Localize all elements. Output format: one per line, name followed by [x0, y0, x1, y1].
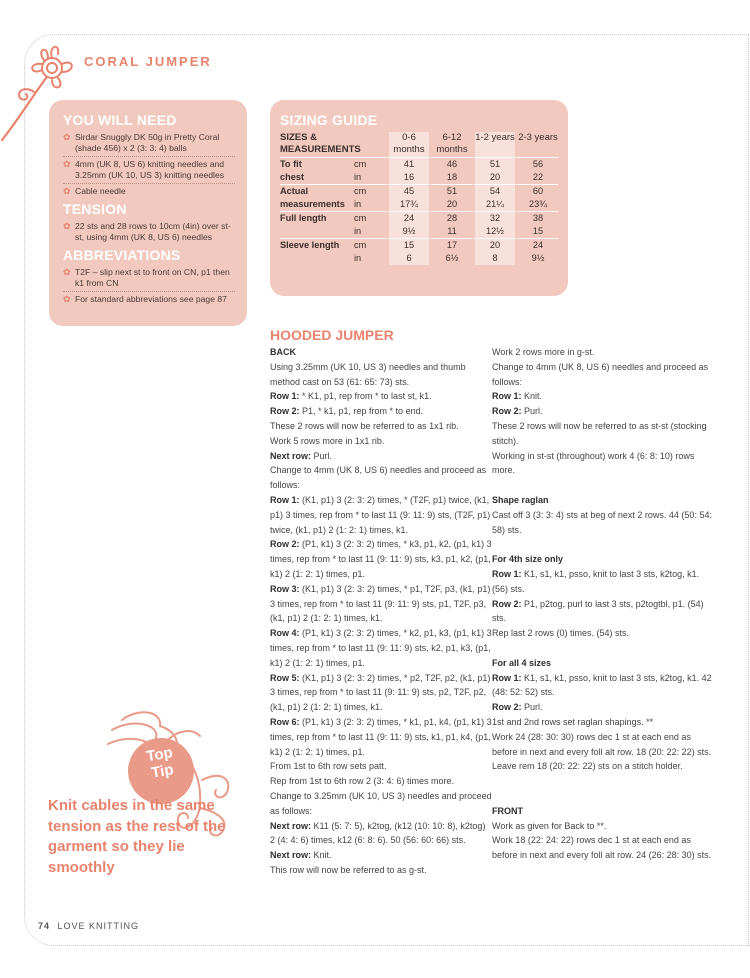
pattern-instruction: Knit. [311, 850, 332, 861]
pattern-line [270, 819, 492, 849]
pattern-line [270, 419, 492, 434]
you-will-need-heading: YOU WILL NEED [63, 112, 177, 128]
table-row: Actual cm 45 51 54 60 [280, 184, 558, 199]
pattern-instruction: (K1, p1) 3 (2: 3: 2) times, * (T2F, p1) twice, (k1, p1) 3 times, rep from * to last 11 (9: 11: 9) sts, (T2F, p1) twice, (k1, p1) 2 (1: 2: 1) times, k1. [270, 494, 491, 535]
pattern-row-label: BACK [270, 347, 296, 357]
table-row: in 9½ 11 12½ 15 [280, 226, 558, 239]
pattern-line [492, 759, 714, 774]
page-footer [38, 921, 139, 931]
pattern-line [492, 493, 714, 508]
pattern-line [270, 774, 492, 789]
flower-bullet-icon: ✿ [63, 294, 71, 304]
pattern-instruction: Work 5 rows more in 1x1 rib. [270, 435, 385, 446]
pattern-line [492, 715, 714, 730]
pattern-line [492, 626, 714, 641]
paragraph-spacer [492, 641, 714, 656]
pattern-instruction: 1st and 2nd rows set raglan shapings. ** [492, 716, 654, 727]
page-title: CORAL JUMPER [84, 54, 212, 69]
pattern-line [270, 404, 492, 419]
page-number: 74 [38, 921, 51, 931]
materials-list [63, 130, 235, 199]
table-row: Sleeve length cm 15 17 20 24 [280, 238, 558, 253]
pattern-line [492, 671, 714, 701]
paragraph-spacer [492, 478, 714, 493]
pattern-line [492, 508, 714, 538]
table-row: in 6 6½ 8 9½ [280, 253, 558, 266]
list-item: ✿ Cable needle [63, 186, 126, 196]
table-row: To fit cm 41 46 51 56 [280, 157, 558, 172]
pattern-instruction: Change to 4mm (UK 8, US 6) needles and proceed as follows: [270, 465, 487, 491]
pattern-instruction: Work as given for Back to **. [492, 820, 607, 831]
top-tip-text: Knit cables in the same tension as the rest of the garment so they lie smoothly [48, 797, 226, 876]
pattern-line [270, 789, 492, 819]
table-header-row [280, 132, 558, 157]
pattern-line [270, 345, 492, 360]
pattern-row-label: For all 4 sizes [492, 657, 552, 668]
pattern-instruction: Work 2 rows more in g-st. [492, 347, 595, 357]
tension-list [63, 219, 235, 245]
flower-bullet-icon: ✿ [63, 267, 71, 277]
pattern-row-label: Row 1: [270, 391, 300, 402]
pattern-row-label: Row 1: [492, 391, 522, 402]
pattern-line [270, 463, 492, 493]
sizing-guide-panel [270, 100, 568, 296]
pattern-instruction: This row will now be referred to as g-st. [270, 864, 427, 875]
pattern-row-label: Next row: [270, 850, 312, 861]
tension-heading: TENSION [63, 201, 127, 217]
pattern-line [270, 389, 492, 404]
pattern-row-label: For 4th size only [492, 554, 564, 565]
pattern-instruction: Work 18 (22: 24: 22) rows dec 1 st at each end as before in next and every foll alt row. 24 (26: 28: 30) sts. [492, 835, 712, 861]
you-will-need-panel [49, 100, 247, 326]
pattern-instruction: Work 24 (28: 30: 30) rows dec 1 st at each end as before in next and every foll alt row. 18 (20: 22: 22) sts. [492, 731, 712, 757]
pattern-row-label: Shape raglan [492, 494, 549, 505]
pattern-instruction: Rep from 1st to 6th row 2 (3: 4: 6) times more. [270, 776, 455, 787]
table-row: measurements in 17¾ 20 21¼ 23¾ [280, 199, 558, 212]
pattern-instruction: Knit. [521, 391, 543, 402]
pattern-line [492, 404, 714, 419]
pattern-line [270, 715, 492, 759]
flower-bullet-icon: ✿ [63, 221, 71, 231]
pattern-line [492, 819, 714, 834]
pattern-line [270, 759, 492, 774]
pattern-row-label: Row 2: [270, 406, 300, 417]
pattern-line [270, 537, 492, 581]
pattern-row-label: Row 2: [270, 539, 300, 550]
pattern-line [270, 671, 492, 715]
table-row: chest in 16 18 20 22 [280, 172, 558, 185]
pattern-instruction: Change to 4mm (UK 8, US 6) needles and proceed as follows: [492, 361, 709, 387]
flower-bullet-icon: ✿ [63, 186, 71, 196]
pattern-title: HOODED JUMPER [270, 327, 394, 343]
pattern-line [492, 552, 714, 567]
pattern-line [492, 700, 714, 715]
pattern-instruction: Working in st-st (throughout) work 4 (6: 8: 10) rows more. [492, 450, 695, 476]
flower-bullet-icon: ✿ [63, 159, 71, 169]
pattern-instruction: These 2 rows will now be referred to as st-st (stocking stitch). [492, 420, 707, 446]
pattern-instruction: K11 (5: 7: 5), k2tog, (k12 (10: 10: 8), k2tog) 2 (4: 4: 6) times, k12 (6: 8: 6). 50 (56: 60: 66) sts. [270, 820, 486, 846]
pattern-line [270, 360, 492, 390]
pattern-line [270, 493, 492, 537]
pattern-instruction: P1, * k1, p1, rep from * to end. [299, 406, 424, 417]
pattern-line [492, 345, 714, 360]
pattern-line [270, 848, 492, 863]
pattern-column-right [492, 345, 714, 863]
pattern-instruction: Purl. [521, 406, 543, 417]
pattern-instruction: K1, s1, k1, psso, knit to last 3 sts, k2tog, k1. 42 (48: 52: 52) sts. [492, 672, 712, 698]
pattern-instruction: K1, s1, k1, psso, knit to last 3 sts, k2tog, k1. (56) sts. [492, 568, 700, 594]
pattern-row-label: Row 5: [270, 672, 300, 683]
table-header-label: SIZES & MEASUREMENTS [280, 132, 361, 155]
pattern-line [492, 389, 714, 404]
pattern-line [492, 419, 714, 449]
sizing-table [280, 132, 558, 265]
table-row: Full length cm 24 28 32 38 [280, 211, 558, 226]
paragraph-spacer [492, 537, 714, 552]
pattern-row-label: Row 3: [270, 583, 300, 594]
list-item: ✿ T2F – slip next st to front on CN, p1 then k1 from CN [63, 265, 235, 292]
pattern-instruction: Purl. [521, 702, 543, 713]
pattern-instruction: (P1, k1) 3 (2: 3: 2) times, * k3, p1, k2, (p1, k1) 3 times, rep from * to last 11 (9: 11: 9) sts, k3, p1, k2, (p1, k1) 2 (1: 2: 1) times, p1. [270, 539, 492, 579]
pattern-line [492, 597, 714, 627]
list-item: ✿ Sirdar Snuggly DK 50g in Pretty Coral (shade 456) x 2 (3: 3: 4) balls [63, 130, 235, 157]
paragraph-spacer [492, 774, 714, 789]
pattern-line [492, 656, 714, 671]
pattern-line [492, 360, 714, 390]
pattern-row-label: Row 4: [270, 628, 300, 639]
page-border-right [748, 34, 749, 946]
sizing-guide-heading: SIZING GUIDE [280, 112, 378, 128]
pattern-instruction: (P1, k1) 3 (2: 3: 2) times, * k1, p1, k4, (p1, k1) 3 times, rep from * to last 11 (9: 11: 9) sts, k1, p1, k4, (p1, k1) 2 (1: 2: 1) times, p1. [270, 716, 492, 757]
pattern-instruction: (K1, p1) 3 (2: 3: 2) times, * p2, T2F, p2, (k1, p1) 3 times, rep from * to last 11 (9: 11: 9) sts, p2, T2F, p2, (k1, p1) 2 (1: 2: 1) times, k1. [270, 672, 491, 713]
pattern-instruction: Rep last 2 rows (0) times. (54) sts. [492, 628, 630, 639]
pattern-line [270, 626, 492, 670]
pattern-row-label: Next row: [270, 820, 312, 831]
column-header: 2-3 years [515, 132, 558, 157]
pattern-line [492, 730, 714, 760]
pattern-row-label: Row 2: [492, 598, 522, 609]
column-header: 1-2 years [472, 132, 515, 157]
pattern-row-label: FRONT [492, 805, 523, 816]
magazine-name: LOVE KNITTING [57, 921, 140, 931]
pattern-instruction: P1, p2tog, purl to last 3 sts, p2togtbl, p1. (54) sts. [492, 598, 704, 624]
pattern-row-label: Row 6: [270, 716, 300, 727]
pattern-instruction: Purl. [311, 450, 333, 461]
pattern-row-label: Row 1: [270, 494, 300, 505]
column-header: 0-6 months [386, 132, 429, 157]
abbreviations-heading: ABBREVIATIONS [63, 247, 181, 263]
pattern-instruction: From 1st to 6th row sets patt. [270, 761, 387, 772]
pattern-row-label: Next row: [270, 450, 312, 461]
top-tip-label: Top Tip [145, 743, 175, 782]
pattern-line [270, 449, 492, 464]
pattern-instruction: (P1, k1) 3 (2: 3: 2) times, * k2, p1, k3, (p1, k1) 3 times, rep from * to last 11 (9: 11: 9) sts, k2, p1, k3, (p1, k1) 2 (1: 2: 1) times, p1. [270, 628, 492, 668]
pattern-instruction: Leave rem 18 (20: 22: 22) sts on a stitch holder. [492, 761, 683, 772]
pattern-line [492, 449, 714, 479]
list-item: ✿ 4mm (UK 8, US 6) knitting needles and 3.25mm (UK 10, US 3) knitting needles [63, 157, 235, 184]
list-item: ✿ 22 sts and 28 rows to 10cm (4in) over st-st, using 4mm (UK 8, US 6) needles [63, 221, 231, 242]
pattern-line [492, 833, 714, 863]
pattern-line [492, 567, 714, 597]
pattern-row-label: Row 2: [492, 702, 522, 713]
pattern-instruction: These 2 rows will now be referred to as 1x1 rib. [270, 420, 459, 431]
flower-bullet-icon: ✿ [63, 132, 71, 142]
paragraph-spacer [492, 789, 714, 804]
pattern-row-label: Row 1: [492, 672, 522, 683]
column-header: 6-12 months [429, 132, 472, 157]
pattern-row-label: Row 1: [492, 568, 522, 579]
abbreviations-list [63, 265, 235, 307]
pattern-instruction: Change to 3.25mm (UK 10, US 3) needles and proceed as follows: [270, 790, 492, 816]
pattern-line [270, 582, 492, 626]
pattern-row-label: Row 2: [492, 406, 522, 417]
pattern-line [492, 804, 714, 819]
pattern-column-left [270, 345, 492, 878]
pattern-line [270, 863, 492, 878]
pattern-instruction: Using 3.25mm (UK 10, US 3) needles and thumb method cast on 53 (61: 65: 73) sts. [270, 361, 466, 387]
list-item: ✿ For standard abbreviations see page 87 [63, 294, 227, 304]
pattern-instruction: (K1, p1) 3 (2: 3: 2) times, * p1, T2F, p3, (k1, p1) 3 times, rep from * to last 11 (9: 11: 9) sts, p1, T2F, p3, (k1, p1) 2 (1: 2: 1) times, k1. [270, 583, 491, 624]
pattern-instruction: Cast off 3 (3: 3: 4) sts at beg of next 2 rows. 44 (50: 54: 58) sts. [492, 509, 712, 535]
pattern-instruction: * K1, p1, rep from * to last st, k1. [299, 391, 432, 402]
pattern-line [270, 434, 492, 449]
